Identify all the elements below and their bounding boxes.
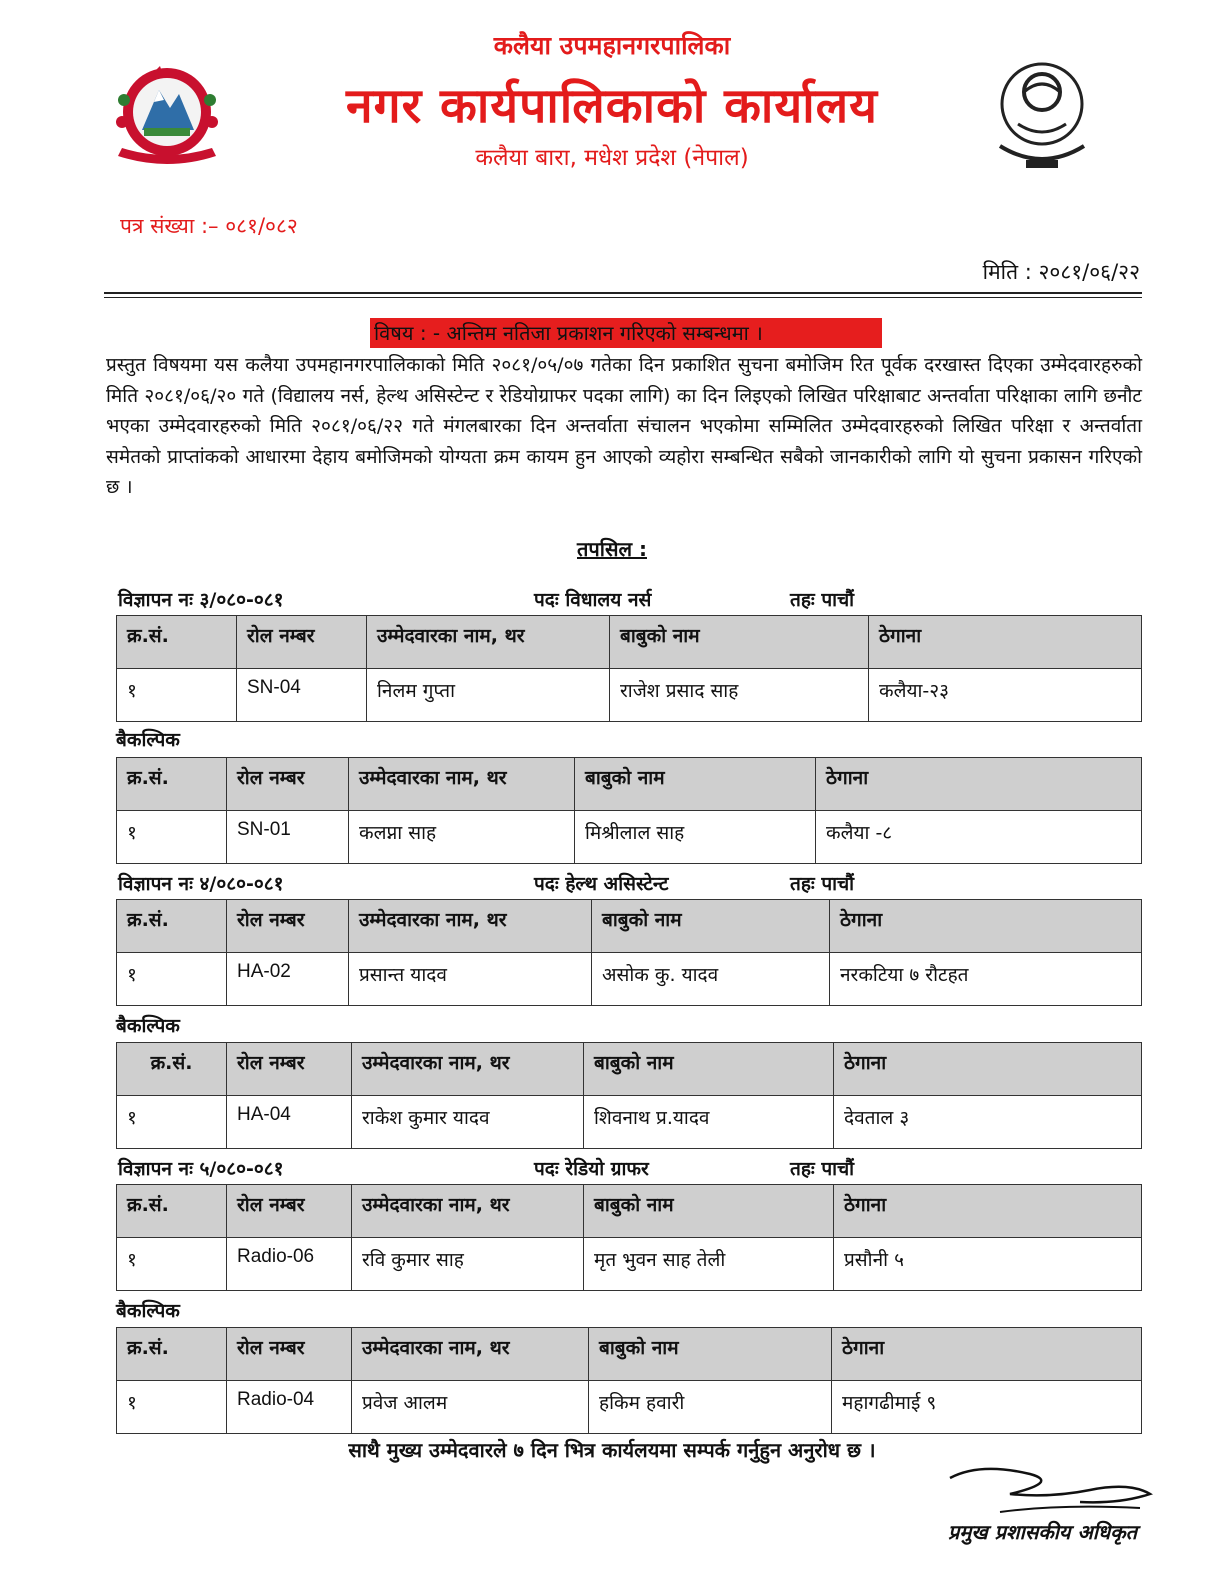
cell-roll: HA-04 [227, 1096, 352, 1149]
table-header-row [117, 900, 1142, 953]
col-sn: क्र.सं. [117, 616, 237, 669]
cell-address: महागढीमाई ९ [832, 1381, 1142, 1434]
cell-father: राजेश प्रसाद साह [610, 669, 869, 722]
post-name: पदः हेल्थ असिस्टेन्ट [534, 873, 669, 895]
col-roll: रोल नम्बर [227, 900, 349, 953]
col-father: बाबुको नाम [584, 1043, 834, 1096]
vacancy-info-1 [118, 586, 1138, 612]
cell-roll: Radio-06 [227, 1238, 352, 1291]
closing-note: साथै मुख्य उम्मेदवारले ७ दिन भित्र कार्यलयमा सम्पर्क गर्नुहुन अनुरोध छ । [348, 1438, 876, 1462]
cell-address: देवताल ३ [834, 1096, 1142, 1149]
col-address: ठेगाना [834, 1185, 1142, 1238]
col-sn: क्र.सं. [117, 1043, 227, 1096]
col-roll: रोल नम्बर [237, 616, 367, 669]
office-address: कलैया बारा, मधेश प्रदेश (नेपाल) [475, 145, 749, 171]
post-level: तहः पाचौं [790, 589, 855, 611]
vacancy-info-3 [118, 1155, 1138, 1181]
col-roll: रोल नम्बर [227, 1185, 352, 1238]
cell-roll: SN-04 [237, 669, 367, 722]
col-father: बाबुको नाम [589, 1328, 832, 1381]
col-name: उम्मेदवारका नाम, थर [367, 616, 610, 669]
cell-sn: १ [117, 953, 227, 1006]
col-sn: क्र.सं. [117, 900, 227, 953]
table-row [117, 953, 1142, 1006]
official-seal-icon [978, 48, 1106, 176]
backup-table-health-assistant [116, 1042, 1142, 1149]
cell-father: मृत भुवन साह तेली [584, 1238, 834, 1291]
table-row [117, 1381, 1142, 1434]
table-header-row [117, 1328, 1142, 1381]
cell-address: नरकटिया ७ रौटहत [830, 953, 1142, 1006]
post-level: तहः पाचौं [790, 1158, 855, 1180]
cell-roll: SN-01 [227, 811, 349, 864]
header-divider-thin [104, 297, 1142, 298]
col-sn: क्र.सं. [117, 1185, 227, 1238]
backup-label: बैकल्पिक [116, 1300, 180, 1322]
cell-father: असोक कु. यादव [592, 953, 830, 1006]
cell-name: प्रवेज आलम [352, 1381, 589, 1434]
table-row [117, 1238, 1142, 1291]
table-header-row [117, 616, 1142, 669]
office-title: नगर कार्यपालिकाको कार्यालय [345, 78, 879, 134]
col-roll: रोल नम्बर [227, 1328, 352, 1381]
col-father: बाबुको नाम [584, 1185, 834, 1238]
cell-roll: HA-02 [227, 953, 349, 1006]
cell-roll: Radio-04 [227, 1381, 352, 1434]
post-level: तहः पाचौं [790, 873, 855, 895]
cell-sn: १ [117, 669, 237, 722]
col-name: उम्मेदवारका नाम, थर [352, 1043, 584, 1096]
backup-label: बैकल्पिक [116, 729, 180, 751]
col-address: ठेगाना [816, 758, 1142, 811]
col-address: ठेगाना [869, 616, 1142, 669]
col-sn: क्र.सं. [117, 1328, 227, 1381]
signatory-title: प्रमुख प्रशासकीय अधिकृत [948, 1520, 1137, 1544]
ad-number: विज्ञापन नः ४/०८०-०८१ [118, 873, 284, 895]
cell-name: प्रसान्त यादव [349, 953, 592, 1006]
reference-number: पत्र संख्या :– ०८१/०८२ [120, 214, 298, 238]
backup-label: बैकल्पिक [116, 1015, 180, 1037]
cell-father: हकिम हवारी [589, 1381, 832, 1434]
cell-sn: १ [117, 1096, 227, 1149]
post-name: पदः विधालय नर्स [534, 589, 652, 611]
municipality-name: कलैया उपमहानगरपालिका [493, 31, 731, 60]
table-row [117, 669, 1142, 722]
result-table-health-assistant [116, 899, 1142, 1006]
col-father: बाबुको नाम [575, 758, 816, 811]
col-father: बाबुको नाम [610, 616, 869, 669]
table-header-row [117, 1043, 1142, 1096]
col-address: ठेगाना [832, 1328, 1142, 1381]
result-table-radiographer [116, 1184, 1142, 1291]
letter-date: मिति : २०८१/०६/२२ [982, 260, 1140, 284]
cell-address: कलैया-२३ [869, 669, 1142, 722]
cell-address: कलैया -८ [816, 811, 1142, 864]
table-row [117, 1096, 1142, 1149]
ad-number: विज्ञापन नः ३/०८०-०८१ [118, 589, 284, 611]
col-address: ठेगाना [834, 1043, 1142, 1096]
cell-name: राकेश कुमार यादव [352, 1096, 584, 1149]
cell-sn: १ [117, 1381, 227, 1434]
cell-name: निलम गुप्ता [367, 669, 610, 722]
col-address: ठेगाना [830, 900, 1142, 953]
cell-father: मिश्रीलाल साह [575, 811, 816, 864]
col-name: उम्मेदवारका नाम, थर [349, 900, 592, 953]
ad-number: विज्ञापन नः ५/०८०-०८१ [118, 1158, 284, 1180]
col-father: बाबुको नाम [592, 900, 830, 953]
header-divider [104, 292, 1142, 294]
result-table-nurse [116, 615, 1142, 722]
col-sn: क्र.सं. [117, 758, 227, 811]
subject-line: विषय : - अन्तिम नतिजा प्रकाशन गरिएको सम्बन्धमा । [370, 318, 882, 348]
col-roll: रोल नम्बर [227, 758, 349, 811]
notice-body: प्रस्तुत विषयमा यस कलैया उपमहानगरपालिकाको मिति २०८१/०५/०७ गतेका दिन प्रकाशित सुचना बमोजिम रित पूर्वक दरखास्त दिएका उम्मेदवारहरुको मिति २०८१/०६/२० गते (विद्यालय नर्स, हेल्थ असिस्टेन्ट र रेडियोग्राफर पदका लागि) का दिन लिइएको लिखित परिक्षाबाट अन्तर्वाता परिक्षाका लागि छनौट भएका उम्मेदवारहरुको मिति २०८१/०६/२२ गते मंगलबारका दिन अन्तर्वाता संचालन भएकोमा सम्मिलित उम्मेदवारहरुको लिखित परिक्षा र अन्तर्वाता समेतको प्राप्तांकको आधारमा देहाय बमोजिमको योग्यता क्रम कायम हुन आएको व्यहोरा सम्बन्धित सबैको जानकारीको लागि यो सुचना प्रकासन गरिएको छ । [106, 354, 1142, 498]
cell-sn: १ [117, 1238, 227, 1291]
table-header-row [117, 758, 1142, 811]
col-roll: रोल नम्बर [227, 1043, 352, 1096]
col-name: उम्मेदवारका नाम, थर [352, 1185, 584, 1238]
cell-address: प्रसौनी ५ [834, 1238, 1142, 1291]
cell-name: रवि कुमार साह [352, 1238, 584, 1291]
col-name: उम्मेदवारका नाम, थर [352, 1328, 589, 1381]
table-header-row [117, 1185, 1142, 1238]
cell-father: शिवनाथ प्र.यादव [584, 1096, 834, 1149]
details-heading: तपसिल : [577, 537, 647, 561]
backup-table-radiographer [116, 1327, 1142, 1434]
col-name: उम्मेदवारका नाम, थर [349, 758, 575, 811]
table-row [117, 811, 1142, 864]
cell-name: कलप्ना साह [349, 811, 575, 864]
backup-table-nurse [116, 757, 1142, 864]
cell-sn: १ [117, 811, 227, 864]
post-name: पदः रेडियो ग्राफर [534, 1158, 649, 1180]
vacancy-info-2 [118, 870, 1138, 896]
